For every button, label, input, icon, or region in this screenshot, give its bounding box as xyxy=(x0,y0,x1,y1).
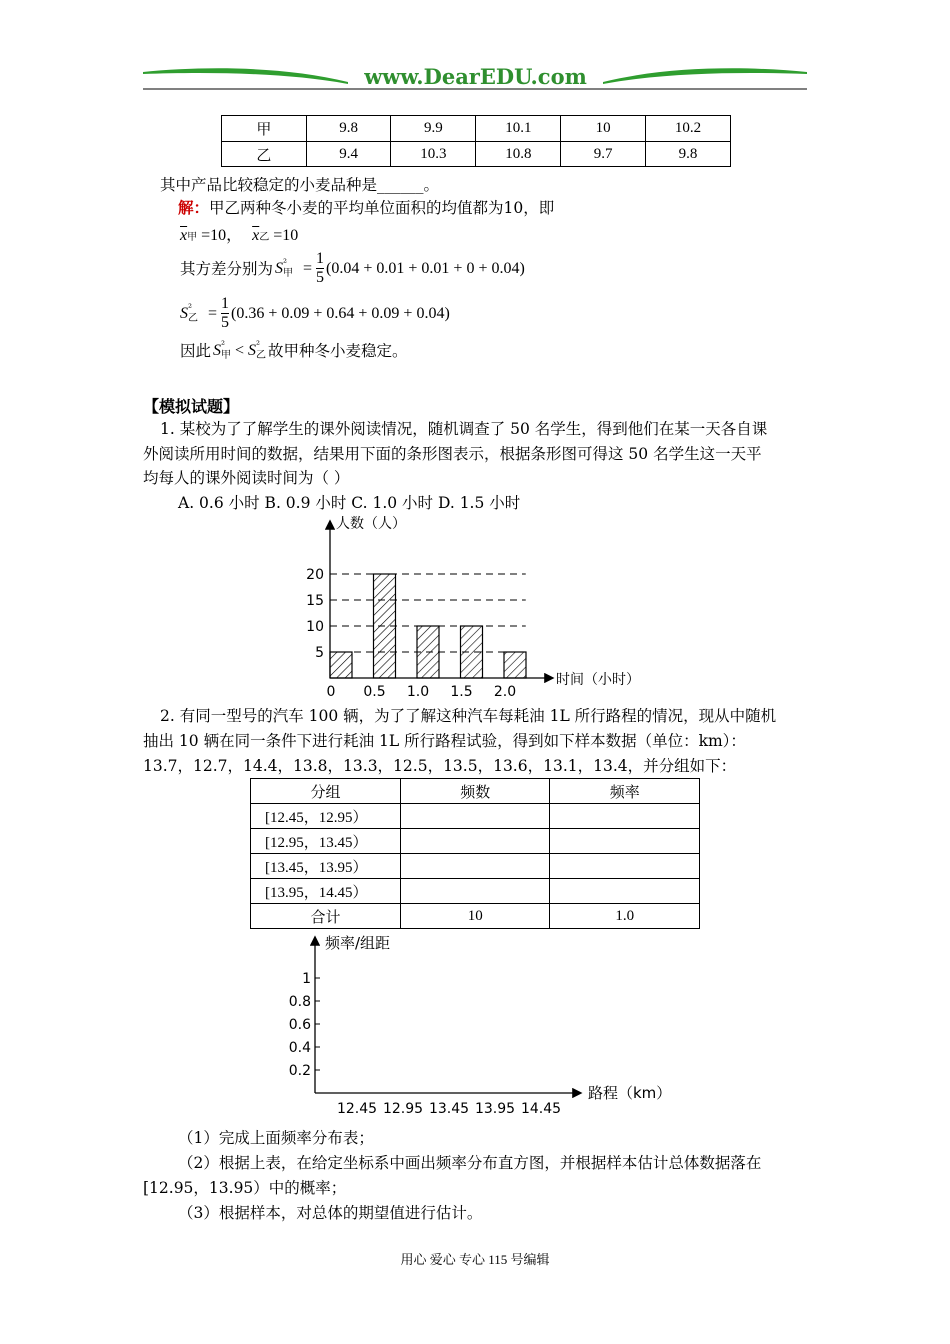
table-cell: 9.9 xyxy=(391,116,476,142)
y-tick-label: 0.2 xyxy=(288,1063,311,1079)
table-cell: 10.8 xyxy=(476,142,561,167)
table-cell xyxy=(401,854,550,879)
y-tick-label: 15 xyxy=(306,593,324,609)
table-cell: 10 xyxy=(401,904,550,929)
table-cell xyxy=(550,829,700,854)
table-cell: [12.95，13.45） xyxy=(251,829,401,854)
table-cell: [12.45，12.95） xyxy=(251,804,401,829)
x-tick-label: 0 xyxy=(326,684,336,700)
conclusion-suffix: 故甲种冬小麦稳定。 xyxy=(268,342,408,360)
fraction: $\frac{1}{5}$ xyxy=(221,295,230,331)
table-cell xyxy=(550,804,700,829)
table-cell: 9.8 xyxy=(646,142,731,167)
table-cell: 1.0 xyxy=(550,904,700,929)
page-footer: 用心 爱心 专心 115 号编辑 xyxy=(400,1252,550,1267)
q1-line-2: 外阅读所用时间的数据，结果用下面的条形图表示，根据条形图可得这 50 名学生这一天平 xyxy=(143,445,762,463)
y-tick-label: 20 xyxy=(306,567,324,583)
table-cell: [13.45，13.95） xyxy=(251,854,401,879)
table-cell: 10.3 xyxy=(391,142,476,167)
y-tick-label: 0.6 xyxy=(288,1017,311,1033)
variance-yi-expr: (0.36 + 0.09 + 0.64 + 0.09 + 0.04) xyxy=(231,304,450,322)
yield-table xyxy=(221,115,731,167)
variance-prefix: 其方差分别为 xyxy=(180,259,274,278)
table-cell: 10.1 xyxy=(476,116,561,142)
column-header: 频率 xyxy=(550,779,700,804)
table-cell: 乙 xyxy=(222,142,307,167)
table-row xyxy=(251,804,700,829)
q1-line-1: 1. 某校为了了解学生的课外阅读情况，随机调查了 50 名学生，得到他们在某一天各自课 xyxy=(160,420,768,438)
table-cell: 合计 xyxy=(251,904,401,929)
q1-line-3: 均每人的课外阅读时间为（ ） xyxy=(143,469,350,487)
table-row xyxy=(251,829,700,854)
table-cell: [13.95，14.45） xyxy=(251,879,401,904)
subquestion-3: （3）根据样本，对总体的期望值进行估计。 xyxy=(178,1204,483,1222)
table-row xyxy=(222,142,731,167)
table-cell xyxy=(401,804,550,829)
variance-yi-line: S ² 乙 = $\frac{1}{5}$ (0.36 + 0.09 + 0.64 + 0.09 + 0.04) xyxy=(180,295,450,331)
column-header: 频数 xyxy=(401,779,550,804)
x-tick-label: 2.0 xyxy=(493,684,517,700)
mean-jia: =10， xyxy=(201,227,243,244)
table-cell: 10 xyxy=(561,116,646,142)
solution-line xyxy=(178,197,554,219)
solution-text: 甲乙两种冬小麦的平均单位面积的均值都为10，即 xyxy=(209,199,555,217)
x-tick-label: 13.95 xyxy=(474,1101,516,1117)
mean-line: $\overline{x}$甲 =10， $\overline{x}$乙 =10 xyxy=(180,227,299,244)
solution-label: 解： xyxy=(178,198,210,217)
table-header-row xyxy=(251,779,700,804)
y-axis-label: 人数（人） xyxy=(336,516,406,532)
bar xyxy=(330,652,352,678)
site-logo: www.DearEDU.com xyxy=(364,64,587,89)
q2-line-3: 13.7，12.7，14.4，13.8，13.3，12.5，13.5，13.6，13.1，13.4，并分组如下： xyxy=(143,757,737,775)
x-tick-label: 1.5 xyxy=(450,684,473,700)
table-cell: 甲 xyxy=(222,116,307,142)
header-banner xyxy=(143,62,807,94)
y-tick-label: 5 xyxy=(315,645,324,661)
section-title: 【模拟试题】 xyxy=(143,397,240,416)
table-row xyxy=(251,879,700,904)
table-cell: 9.7 xyxy=(561,142,646,167)
x-tick-label: 13.45 xyxy=(428,1101,470,1117)
mean-yi: =10 xyxy=(273,227,299,244)
table-cell: 9.4 xyxy=(306,142,391,167)
conclusion-prefix: 因此 xyxy=(180,342,212,360)
fraction: $\frac{1}{5}$ xyxy=(316,250,325,286)
subquestion-2-cont: [12.95，13.95）中的概率； xyxy=(143,1179,347,1197)
question-stem: 其中产品比较稳定的小麦品种是______。 xyxy=(160,176,440,194)
variance-jia-expr: (0.04 + 0.01 + 0.01 + 0 + 0.04) xyxy=(326,259,525,277)
conclusion-line: 因此 S ² 甲 < S ² 乙 故甲种冬小麦稳定。 xyxy=(180,340,408,361)
x-tick-label: 1.0 xyxy=(406,684,430,700)
y-tick-label: 1 xyxy=(302,971,311,987)
table-row xyxy=(222,116,731,142)
x-tick-label: 0.5 xyxy=(363,684,386,700)
bar xyxy=(504,652,526,678)
x-tick-label: 12.95 xyxy=(382,1101,424,1117)
y-tick-label: 10 xyxy=(306,619,324,635)
q1-options: A. 0.6 小时 B. 0.9 小时 C. 1.0 小时 D. 1.5 小时 xyxy=(178,494,521,512)
table-total-row xyxy=(251,904,700,929)
x-tick-label: 12.45 xyxy=(336,1101,378,1117)
q2-line-1: 2. 有同一型号的汽车 100 辆，为了了解这种汽车每耗油 1L 所行路程的情况，现从中随机 xyxy=(160,707,777,725)
table-row xyxy=(251,854,700,879)
x-tick-label: 14.45 xyxy=(520,1101,562,1117)
reading-time-bar-chart xyxy=(290,512,660,702)
column-header: 分组 xyxy=(251,779,401,804)
frequency-histogram-axes xyxy=(270,928,690,1123)
subquestion-2: （2）根据上表，在给定坐标系中画出频率分布直方图，并根据样本估计总体数据落在 xyxy=(178,1154,762,1172)
table-cell xyxy=(550,854,700,879)
y-tick-label: 0.4 xyxy=(288,1040,311,1056)
x-axis-label: 路程（km） xyxy=(588,1084,672,1102)
table-cell xyxy=(401,879,550,904)
table-cell xyxy=(401,829,550,854)
table-cell: 9.8 xyxy=(306,116,391,142)
x-axis-label: 时间（小时） xyxy=(556,672,640,688)
y-axis-label: 频率/组距 xyxy=(325,934,391,952)
variance-jia-line: 其方差分别为 S ² 甲 = $\frac{1}{5}$ (0.04 + 0.01 + 0.01 + 0 + 0.04) xyxy=(180,250,525,286)
table-cell: 10.2 xyxy=(646,116,731,142)
y-tick-label: 0.8 xyxy=(288,994,311,1010)
subquestion-1: （1）完成上面频率分布表； xyxy=(178,1129,374,1147)
frequency-table xyxy=(250,778,700,929)
q2-line-2: 抽出 10 辆在同一条件下进行耗油 1L 所行路程试验，得到如下样本数据（单位：km）： xyxy=(143,732,746,750)
table-cell xyxy=(550,879,700,904)
